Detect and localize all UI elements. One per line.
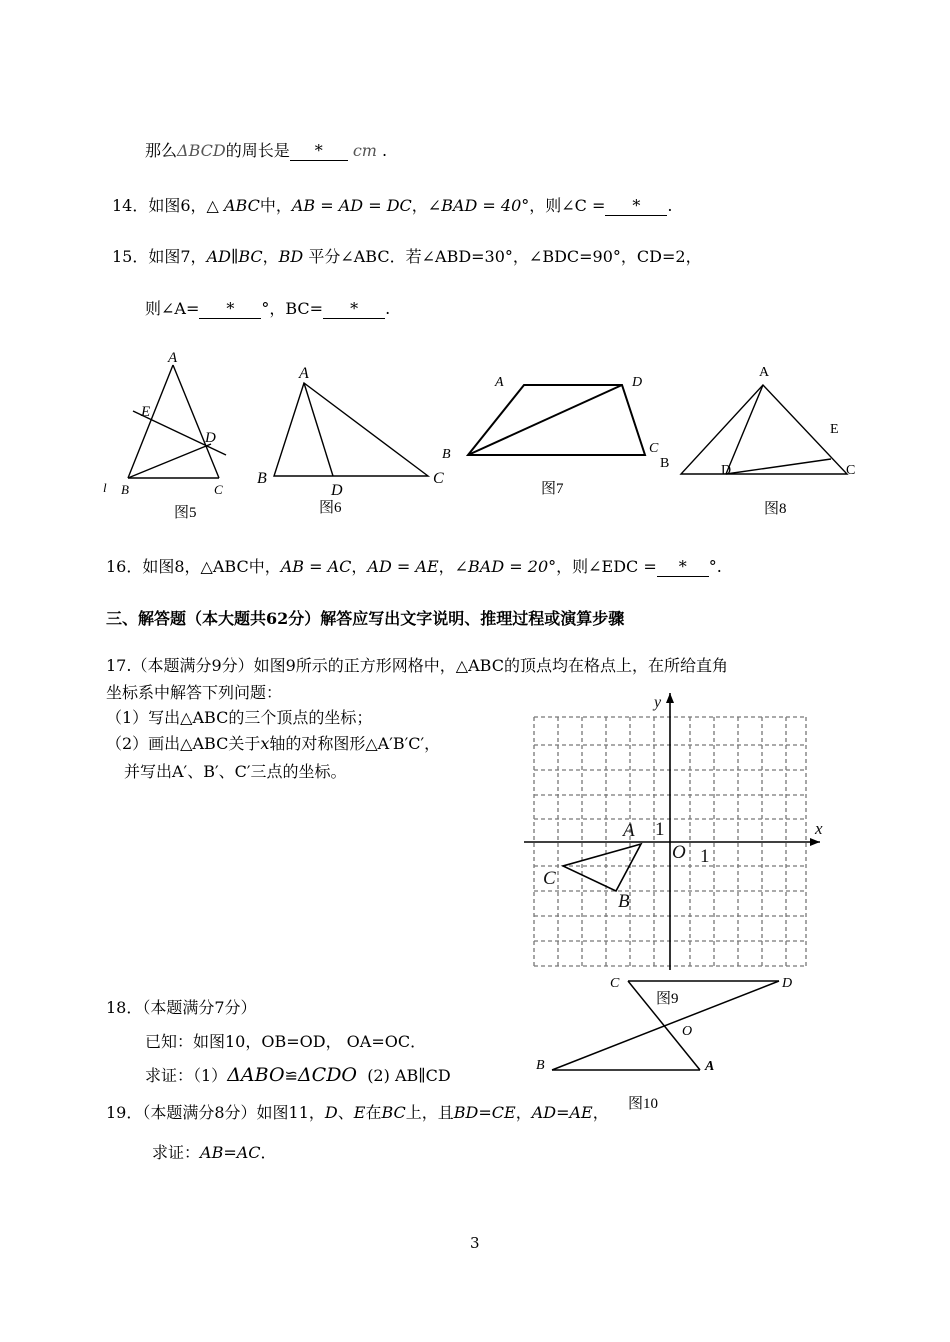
fig8-caption: 图8 [764, 501, 787, 517]
fig9-label-one-x: 1 [700, 846, 710, 867]
question-14: 14．如图6，△ ABC中，AB = AD = DC，∠BAD = 40°，则∠C = * . [112, 196, 673, 215]
fig9-label-o: O [672, 842, 686, 863]
fig8-label-c: C [846, 463, 856, 478]
fig8-label-b: B [660, 456, 670, 471]
fig7-label-c: C [649, 441, 659, 456]
fig5-label-a: A [168, 350, 178, 366]
page-number: 3 [470, 1234, 480, 1252]
fig6-label-d: D [331, 482, 343, 499]
fig9-triangle-abc [563, 844, 641, 891]
x-axis-arrow-icon [810, 838, 820, 846]
fig5-label-c: C [214, 482, 223, 497]
fig9-label-a: A [623, 820, 635, 841]
section-3-heading: 三、解答题（本大题共62分）解答应写出文字说明、推理过程或演算步骤 [106, 609, 625, 628]
question-18-prove: 求证：（1）ΔABO≌ΔCDO (2) AB∥CD [145, 1064, 451, 1086]
fig5-label-l: l [103, 480, 107, 495]
fig7-label-a: A [495, 375, 504, 390]
fig6-label-c: C [433, 470, 444, 487]
fig5-label-d: D [205, 430, 216, 446]
fig5-label-b: B [121, 482, 129, 497]
fig9-label-x: x [815, 819, 823, 838]
fig5-label-e: E [141, 404, 151, 420]
question-19-prove: 求证：AB=AC． [152, 1143, 277, 1162]
question-17-item1: （1）写出△ABC的三个顶点的坐标； [106, 708, 373, 727]
question-18-title: 18．（本题满分7分） [106, 998, 257, 1017]
fig6-label-a: A [299, 365, 309, 382]
fig10-label-d: D [782, 976, 793, 991]
fig9-label-c: C [543, 868, 556, 889]
fig9-label-one-y: 1 [655, 819, 665, 840]
answer-blank: * [199, 299, 261, 319]
fig8-label-e: E [830, 422, 839, 437]
answer-blank: * [323, 299, 385, 319]
fig10-label-c: C [610, 976, 620, 991]
question-18-given: 已知：如图10，OB=OD， OA=OC． [145, 1032, 427, 1051]
question-17-line1: 17.（本题满分9分）如图9所示的正方形网格中，△ABC的顶点均在格点上，在所给直角 [106, 656, 728, 675]
fig10-caption: 图10 [628, 1096, 659, 1112]
fig9-label-y: y [654, 694, 662, 711]
fig10-label-a: A [705, 1059, 715, 1074]
fig8-label-d: D [721, 463, 732, 478]
fig8-label-a: A [759, 365, 770, 380]
question-17-line2: 坐标系中解答下列问题： [106, 683, 283, 702]
question-15-line1: 15．如图7，AD∥BC，BD 平分∠ABC．若∠ABD=30°，∠BDC=90°，CD=2， [112, 247, 702, 266]
fig9-caption: 图9 [656, 991, 679, 1007]
y-axis-arrow-icon [666, 693, 674, 703]
fig6-label-b: B [257, 470, 267, 487]
answer-blank: * [605, 196, 667, 216]
fig7-label-d: D [632, 375, 643, 390]
fig7-label-b: B [442, 447, 451, 462]
fig9-label-b: B [618, 891, 630, 912]
question-17-item3: 并写出A′、B′、C′三点的坐标。 [124, 762, 347, 781]
fig7-caption: 图7 [541, 481, 564, 497]
answer-blank: * [290, 141, 348, 161]
fig5-caption: 图5 [174, 505, 197, 521]
question-16: 16．如图8，△ABC中，AB = AC，AD = AE，∠BAD = 20°，则∠EDC = * °. [106, 557, 722, 576]
fig10-label-o: O [682, 1024, 693, 1039]
q13-continuation: 那么ΔBCD的周长是 * cm . [145, 141, 388, 160]
question-15-line2: 则∠A= * °，BC= * . [145, 299, 391, 318]
question-19-line1: 19．（本题满分8分）如图11，D、E在BC上，且BD=CE，AD=AE， [106, 1103, 609, 1122]
fig6-caption: 图6 [319, 500, 342, 516]
answer-blank: * [657, 557, 709, 577]
fig10-label-b: B [536, 1058, 545, 1073]
question-17-item2: （2）画出△ABC关于x轴的对称图形△A′B′C′， [106, 734, 441, 753]
